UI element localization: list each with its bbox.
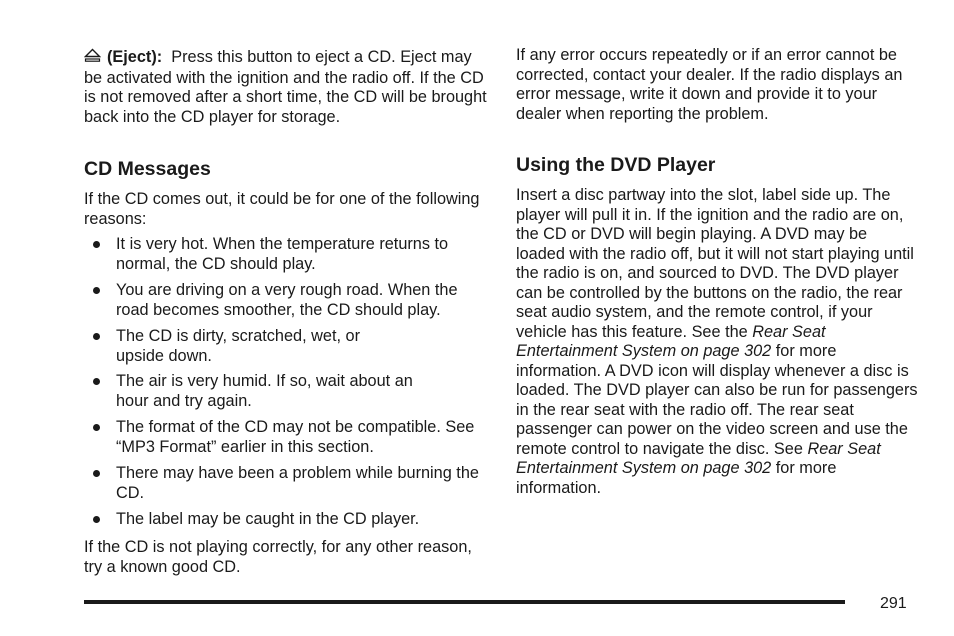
eject-text: Press this button to eject a CD. Eject may be activated with the ignition and the radio off. If the CD is not removed after a short time, the CD will be brought back into the CD player for storage. xyxy=(84,48,487,126)
dvd-text-1: Insert a disc partway into the slot, label side up. The player will pull it in. If the ignition and the radio are on, the CD or DVD will begin playing. A DVD may be loaded with the radio off, but it will not start playing until the radio is on, and sourced to DVD. The DVD player can be controlled by the buttons on the radio, the rear seat audio system, and the remote control, if your vehicle has this feature. See the xyxy=(516,186,914,341)
list-item xyxy=(84,418,488,457)
error-text: If any error occurs repeatedly or if an error cannot be corrected, contact your dealer. If the radio displays an error message, write it down and provide it to your dealer when reporting the problem. xyxy=(516,46,903,123)
eject-paragraph xyxy=(84,48,488,127)
eject-icon xyxy=(84,48,101,69)
cd-closing-paragraph: If the CD is not playing correctly, for any other reason, try a known good CD. xyxy=(84,538,472,576)
cd-messages-intro: If the CD comes out, it could be for one of the following reasons: xyxy=(84,190,480,228)
list-item xyxy=(84,327,488,366)
dvd-paragraph xyxy=(516,186,920,498)
list-item-text: There may have been a problem while burning the CD. xyxy=(116,464,479,502)
bullet-dot xyxy=(93,241,100,248)
list-item xyxy=(84,372,488,411)
bullet-dot xyxy=(93,424,100,431)
bullet-dot xyxy=(93,287,100,294)
dvd-text-3: for more information. xyxy=(516,459,837,497)
list-item-text: You are driving on a very rough road. When the road becomes smoother, the CD should play. xyxy=(116,281,458,319)
list-item xyxy=(84,281,488,320)
error-paragraph xyxy=(516,46,916,124)
list-item-text: The CD is dirty, scratched, wet, or upside down. xyxy=(116,327,360,365)
list-item-text: It is very hot. When the temperature returns to normal, the CD should play. xyxy=(116,235,449,273)
eject-label: (Eject): xyxy=(107,48,163,66)
footer-rule xyxy=(84,600,845,604)
list-item xyxy=(84,510,488,530)
page-number: 291 xyxy=(880,595,907,612)
list-item xyxy=(84,464,488,503)
list-item-text: The label may be caught in the CD player. xyxy=(116,510,420,528)
bullet-dot xyxy=(93,470,100,477)
dvd-reference-2: Rear Seat Entertainment System on page 302 xyxy=(516,439,881,477)
bullet-dot xyxy=(93,333,100,340)
dvd-text-2: for more information. A DVD icon will display whenever a disc is loaded. The DVD player can also be run for passengers in the rear seat with the radio off. The rear seat passenger can power on the video screen and use the remote control to navigate the disc. See xyxy=(516,342,918,458)
bullet-dot xyxy=(93,516,100,523)
dvd-reference-1: Rear Seat Entertainment System on page 302 xyxy=(516,322,826,360)
list-item-text: The format of the CD may not be compatible. See “MP3 Format” earlier in this section. xyxy=(116,418,475,456)
list-item-text: The air is very humid. If so, wait about an hour and try again. xyxy=(116,372,413,410)
cd-messages-heading: CD Messages xyxy=(84,158,211,180)
list-item xyxy=(84,235,488,274)
bullet-dot xyxy=(93,378,100,385)
dvd-heading: Using the DVD Player xyxy=(516,154,716,176)
